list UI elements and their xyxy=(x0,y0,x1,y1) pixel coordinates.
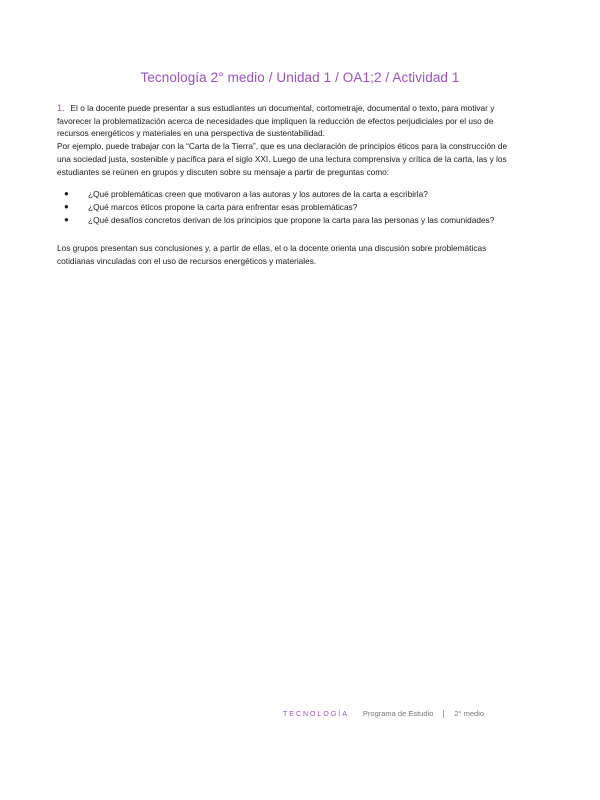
bullet-icon: ● xyxy=(64,189,69,199)
item-number: 1. xyxy=(57,103,65,113)
question-text: ¿Qué problemáticas creen que motivaron a las autoras y los autores de la carta a escribirla? xyxy=(88,189,428,200)
paragraph-example: Por ejemplo, puede trabajar con la “Carta de la Tierra”, que es una declaración de principios éticos para la construcción de una sociedad justa, sostenible y pacífica para el siglo XXI. Luego de una lectura comprensiva y crítica de la carta, las y los estudiantes se reúnen en grupos y discuten sobre su mensaje a partir de preguntas como: xyxy=(57,141,508,177)
list-item xyxy=(64,201,509,214)
question-list xyxy=(57,188,509,226)
page-title: Tecnología 2° medio / Unidad 1 / OA1;2 / Actividad 1 xyxy=(140,70,460,85)
footer-program: Programa de Estudio xyxy=(362,709,434,718)
bullet-icon: ● xyxy=(64,214,69,224)
question-text: ¿Qué desafíos concretos derivan de los principios que propone la carta para las personas y las comunidades? xyxy=(88,214,495,225)
footer-brand: TECNOLOGÍA xyxy=(283,711,349,718)
paragraph-intro xyxy=(57,102,509,140)
question-text: ¿Qué marcos éticos propone la carta para enfrentar esas problemáticas? xyxy=(88,201,358,212)
list-item xyxy=(64,188,509,201)
page-footer xyxy=(283,709,484,718)
paragraph-conclusion: Los grupos presentan sus conclusiones y, a partir de ellas, el o la docente orienta una discusión sobre problemáticas cotidianas vinculadas con el uso de recursos energéticos y materiales. xyxy=(57,243,487,267)
footer-level: 2° medio xyxy=(454,709,485,718)
activity-content xyxy=(57,102,509,268)
list-item xyxy=(64,214,509,227)
footer-divider xyxy=(443,710,444,718)
bullet-icon: ● xyxy=(64,201,69,211)
paragraph-intro-text: El o la docente puede presentar a sus estudiantes un documental, cortometraje, documental o texto, para motivar y favorecer la problematización acerca de necesidades que impliquen la reducción de efectos perjudiciales por el uso de recursos energéticos y materiales en una perspectiva de sustentabilidad. xyxy=(57,103,495,139)
